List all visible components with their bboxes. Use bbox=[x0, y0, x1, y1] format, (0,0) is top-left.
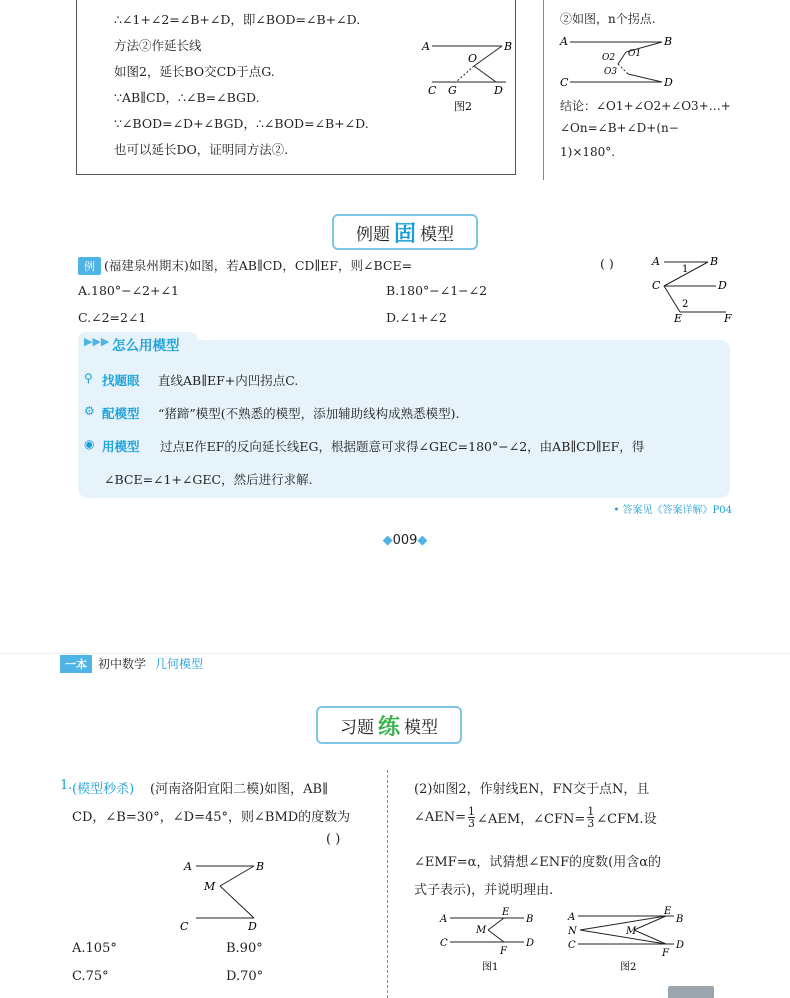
p2f2-label-a: A bbox=[568, 912, 576, 923]
problem-1-tag: (模型秒杀) bbox=[72, 782, 135, 797]
p1-fig-label-b: B bbox=[256, 860, 265, 873]
example-option-b: B.180°−∠1−∠2 bbox=[386, 283, 488, 298]
fraction-2-den: 3 bbox=[587, 817, 595, 830]
conclusion-line-2: ∠On=∠B+∠D+(n− bbox=[560, 121, 679, 135]
fraction-1-num: 1 bbox=[468, 805, 476, 818]
n-fig-label-d: D bbox=[664, 76, 673, 89]
example-fig-label-c: C bbox=[652, 279, 661, 292]
practice-title-big: 练 bbox=[377, 714, 400, 740]
solution-line-5: ∵∠BOD=∠D+∠BGD，∴∠BOD=∠B+∠D. bbox=[114, 116, 369, 131]
problem-1-number: 1. bbox=[60, 778, 73, 793]
book-logo: 一本 bbox=[60, 655, 92, 673]
fraction-2 bbox=[587, 806, 594, 829]
p2f1-label-a: A bbox=[440, 914, 448, 925]
row-text-2: “猪蹄”模型(不熟悉的模型，添加辅助线构成熟悉模型). bbox=[158, 406, 460, 421]
example-title-left: 例题 bbox=[355, 224, 390, 245]
n-fig-label-c: C bbox=[560, 76, 569, 89]
problem-1-option-a: A.105° bbox=[72, 941, 117, 956]
n-fig-label-b: B bbox=[664, 35, 673, 48]
example-fig-angle-2: 2 bbox=[682, 299, 689, 310]
fig2-caption: 图2 bbox=[454, 100, 472, 113]
p2f1-label-c: C bbox=[440, 938, 448, 949]
case-line: ②如图，n个拐点. bbox=[560, 12, 656, 26]
book-topic: 几何模型 bbox=[155, 657, 204, 671]
p1-fig-label-c: C bbox=[180, 920, 189, 933]
fig2-label-b: B bbox=[504, 40, 513, 53]
problem-2-line-4: 式子表示)，并说明理由. bbox=[414, 883, 554, 898]
p2f2-label-e: E bbox=[664, 906, 672, 917]
problem-2-line-3: ∠EMF=α，试猜想∠ENF的度数(用含α的 bbox=[414, 855, 662, 870]
example-option-d: D.∠1+∠2 bbox=[386, 310, 447, 325]
p2f1-label-d: D bbox=[526, 938, 535, 949]
figure-2-top bbox=[418, 36, 514, 116]
p2f1-label-e: E bbox=[502, 907, 510, 918]
problem-1-option-d: D.70° bbox=[226, 969, 264, 984]
example-answer-paren: ( ) bbox=[600, 256, 614, 271]
n-fig-label-o3: O3 bbox=[604, 67, 618, 77]
n-fig-label-a: A bbox=[560, 35, 568, 48]
example-fig-label-a: A bbox=[652, 255, 660, 268]
practice-section-title bbox=[316, 706, 462, 744]
problem-2-line-2b: ∠AEM，∠CFN= bbox=[477, 812, 586, 827]
how-to-heading: 怎么用模型 bbox=[112, 338, 180, 354]
row-key-1: 找题眼 bbox=[102, 373, 140, 388]
problem-2-line-1: (2)如图2，作射线EN，FN交于点N，且 bbox=[414, 782, 650, 797]
fraction-1 bbox=[468, 806, 475, 829]
eye-icon: ◉ bbox=[84, 437, 95, 451]
row-text-3-cont: ∠BCE=∠1+∠GEC，然后进行求解. bbox=[104, 472, 313, 487]
problem-1-line-2: CD，∠B=30°，∠D=45°，则∠BMD的度数为 bbox=[72, 810, 351, 825]
problem-1-option-b: B.90° bbox=[226, 941, 263, 956]
page-corner-tab bbox=[668, 986, 714, 998]
practice-title-left: 习题 bbox=[339, 717, 374, 738]
example-title-right: 模型 bbox=[420, 224, 454, 245]
practice-title-right: 模型 bbox=[404, 717, 438, 738]
gear-icon: ⚙ bbox=[84, 404, 95, 418]
answer-reference: • 答案见《答案详解》P04 bbox=[613, 505, 732, 516]
p2f2-label-m: M bbox=[626, 926, 637, 937]
solution-line-2: 方法②作延长线 bbox=[114, 38, 202, 53]
problem-1-line-1: (河南洛阳宜阳二模)如图，AB∥ bbox=[150, 782, 329, 797]
p1-fig-label-d: D bbox=[248, 920, 257, 933]
fig2-label-d: D bbox=[494, 84, 503, 97]
fig2-label-c: C bbox=[428, 84, 437, 97]
p2f1-label-m: M bbox=[476, 925, 487, 936]
example-figure bbox=[646, 252, 736, 326]
p2f2-label-c: C bbox=[568, 940, 576, 951]
row-text-1: 直线AB∥EF+内凹拐点C. bbox=[158, 373, 299, 388]
fig2-label-o: O bbox=[468, 52, 478, 65]
row-key-2: 配模型 bbox=[102, 406, 140, 421]
n-turn-figure bbox=[558, 30, 688, 94]
example-option-a: A.180°−∠2+∠1 bbox=[78, 283, 179, 298]
header-rule bbox=[0, 653, 790, 654]
problem-2-figure-1 bbox=[436, 904, 548, 974]
column-divider-top bbox=[543, 0, 544, 180]
example-fig-label-b: B bbox=[710, 255, 719, 268]
example-fig-angle-1: 1 bbox=[682, 264, 689, 275]
n-fig-label-o2: O2 bbox=[602, 53, 616, 63]
search-icon: ⚲ bbox=[84, 371, 93, 385]
conclusion-line-1: 结论：∠O1+∠O2+∠O3+…+ bbox=[560, 99, 731, 113]
example-option-c: C.∠2=2∠1 bbox=[78, 310, 147, 325]
problem-1-paren: ( ) bbox=[326, 832, 341, 847]
page-number bbox=[380, 533, 430, 548]
diamond-right-icon: ◆ bbox=[417, 533, 428, 548]
p2f1-caption: 图1 bbox=[482, 962, 499, 973]
page-number-text: 009 bbox=[392, 533, 418, 548]
problem-2-line-2c: ∠CFM.设 bbox=[596, 812, 657, 827]
example-tag: 例 bbox=[78, 257, 101, 275]
p2f1-label-b: B bbox=[526, 914, 534, 925]
p2f2-label-f: F bbox=[662, 948, 669, 959]
example-question: (福建泉州期末)如图，若AB∥CD，CD∥EF，则∠BCE= bbox=[104, 258, 413, 273]
row-key-3: 用模型 bbox=[102, 439, 140, 454]
book-subject: 初中数学 bbox=[98, 657, 147, 671]
n-fig-label-o1: O1 bbox=[628, 49, 642, 59]
fraction-2-num: 1 bbox=[587, 805, 595, 818]
solution-line-3: 如图2，延长BO交CD于点G. bbox=[114, 64, 275, 79]
example-title-big: 固 bbox=[393, 221, 416, 247]
example-section-title bbox=[332, 214, 478, 250]
p2f2-caption: 图2 bbox=[620, 962, 637, 973]
problem-2-figure-2 bbox=[564, 904, 694, 974]
solution-line-4: ∵AB∥CD，∴∠B=∠BGD. bbox=[114, 90, 260, 105]
solution-line-1: ∴∠1+∠2=∠B+∠D，即∠BOD=∠B+∠D. bbox=[114, 12, 361, 27]
p2f2-label-n: N bbox=[568, 926, 577, 937]
problem-2-line-2a: ∠AEN= bbox=[414, 810, 467, 825]
p2f2-label-b: B bbox=[676, 914, 684, 925]
chevron-icon: ▶▶▶ bbox=[84, 335, 110, 348]
example-fig-label-f: F bbox=[724, 312, 732, 325]
row-text-3: 过点E作EF的反向延长线EG，根据题意可求得∠GEC=180°−∠2，由AB∥CD∥EF，得 bbox=[160, 439, 645, 454]
conclusion-line-3: 1)×180°. bbox=[560, 145, 616, 159]
solution-line-6: 也可以延长DO，证明同方法②. bbox=[114, 142, 289, 157]
fraction-1-den: 3 bbox=[468, 817, 476, 830]
diamond-left-icon: ◆ bbox=[382, 533, 393, 548]
column-divider-bottom bbox=[387, 770, 388, 998]
example-fig-label-d: D bbox=[718, 279, 727, 292]
example-fig-label-e: E bbox=[674, 312, 683, 325]
p1-fig-label-a: A bbox=[184, 860, 192, 873]
fig2-label-a: A bbox=[422, 40, 430, 53]
problem-2-line-2 bbox=[414, 806, 657, 829]
fig2-label-g: G bbox=[448, 84, 457, 97]
p2f2-label-d: D bbox=[676, 940, 685, 951]
p2f1-label-f: F bbox=[500, 946, 507, 957]
p1-fig-label-m: M bbox=[204, 880, 216, 893]
problem-1-option-c: C.75° bbox=[72, 969, 109, 984]
problem-1-figure bbox=[178, 854, 268, 934]
